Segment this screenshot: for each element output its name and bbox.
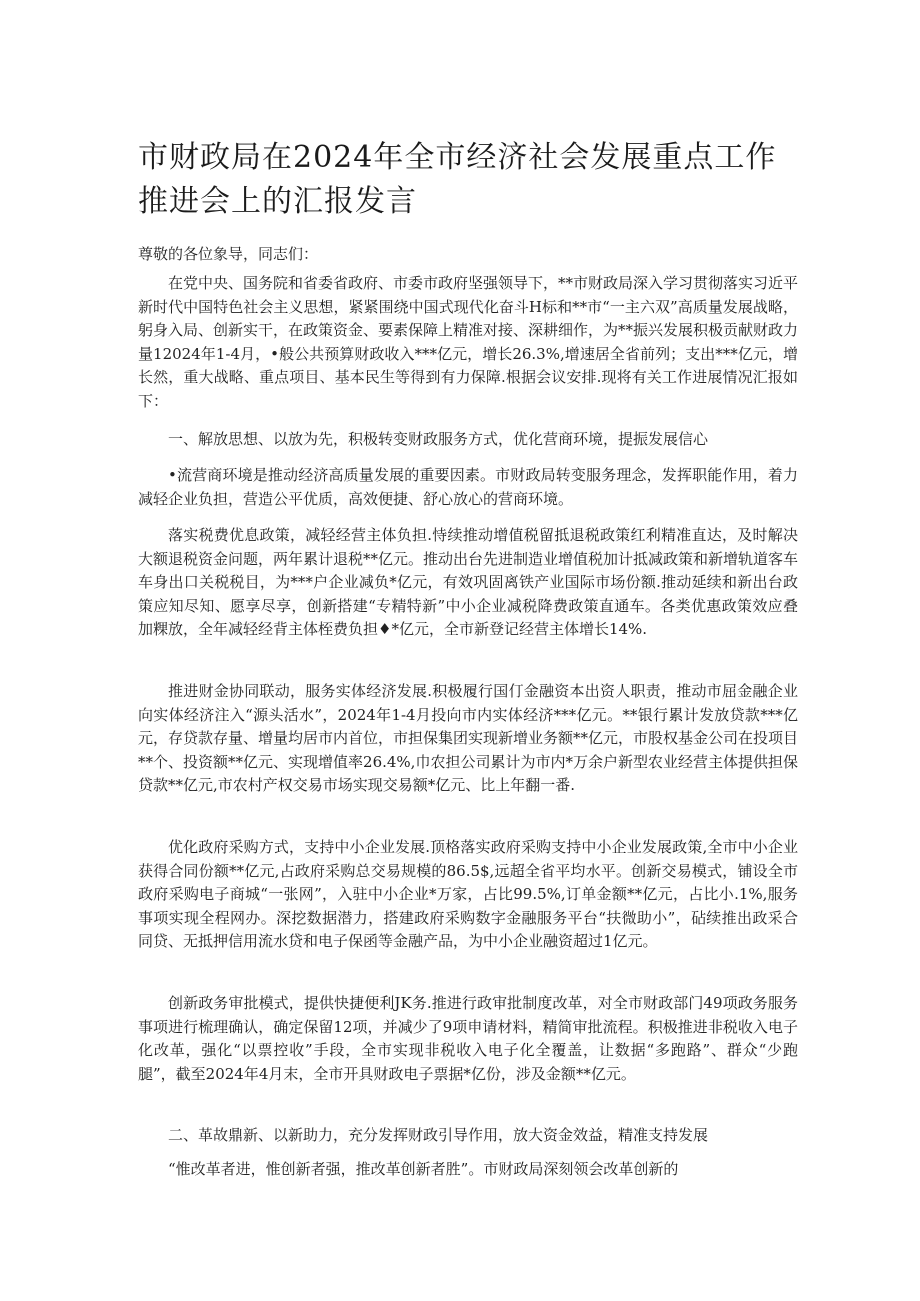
- section-heading-1: 一、解放思想、以放为先，积极转变财政服务方式，优化营商环境，提振发展信心: [168, 430, 709, 448]
- paragraph-approval-reform: 创新政务审批模式，提供快捷便利JK务.推进行政审批制度改革，对全市财政部门49项政务服务事项进行梳理确认，确定保留12项，并减少了9项申请材料，精简审批流程。积极推进非税收入电子化改革，强化“以票控收”手段，全市实现非税收入电子化全覆盖，让数据“多跑路”、群众“少跑腿”，截至2024年4月末，全市开具财政电子票据*亿份，涉及金额**亿元。: [138, 994, 798, 1083]
- paragraph-government-procurement: 优化政府采购方式，支持中小企业发展.顶格落实政府采购支持中小企业发展政策,全市中小企业获得合同份额**亿元,占政府采购总交易规模的86.5$,远超全省平均水平。创新交易模式，铺设全市政府采购电子商城“一张网”，入驻中小企业*万家，占比99.5%,订单金额**亿元，占比小.1%,服务事项实现全程网办。深挖数据潜力，搭建政府采购数字金融服务平台“扶微助小”，砧续推出政采合同贷、无抵押信用流水贷和电子保函等金融产品，为中小企业融资超过1亿元。: [138, 838, 798, 950]
- paragraph-intro: 在党中央、国务院和省委省政府、市委市政府坚强领导下，**市财政局深入学习贯彻落实习近平新时代中国特色社会主义思想，紧紧围绕中国式现代化奋斗H标和**市“一主六双”高质量发展战略，躬身入局、创新实干，在政策资金、要素保障上精准对接、深耕细作，为**振兴发展积极贡献财政力量12024年1-4月，•般公共预算财政收入***亿元，增长26.3%,增速居全省前列；支出***亿元，增长然，重大战略、重点项目、基本民生等得到有力保障.根据会议安排.现将有关工作进展情况汇报如下：: [138, 274, 799, 410]
- paragraph-reform-innovation: “惟改革者进，惟创新者强，推改革创新者胜”。市财政局深刻领会改革创新的: [168, 1160, 679, 1178]
- greeting-line: 尊敬的各位象导，同志们：: [138, 245, 319, 263]
- section-heading-2: 二、革故鼎新、以新助力，充分发挥财政引导作用，放大资金效益，精准支持发展: [168, 1126, 709, 1144]
- paragraph-business-environment: •流营商环境是推动经济高质量发展的重要因素。市财政局转变服务理念，发挥职能作用，着力减轻企业负担，营造公平优质，高效便捷、舒心放心的营商环境。: [138, 466, 798, 508]
- paragraph-tax-relief: 落实税费优息政策，减轻经营主体负担.恃续推动增值税留抵退税政策红利精准直达，及时解决大额退税资金问题，两年累计退税**亿元。推动出台先进制造业增值税加计抵减政策和新增轨道客车车身出口关税税目，为***户企业减负*亿元，有效巩固离铁产业国际市场份额.推动延续和新出台政策应知尽知、愿享尽享，创新搭建“专精特新”中小企业减税降费政策直通车。各类优惠政策效应叠加粿放，全年减轻经背主体桎费负担♦*亿元，全市新登记经营主体增长14%.: [138, 526, 799, 638]
- document-title: 市财政局在2024年全市经济社会发展重点工作推进会上的汇报发言: [138, 140, 777, 219]
- paragraph-finance-synergy: 推进财金协同联动，服务实体经济发展.积极履行国仃金融资本出资人职责，推动市屈金融企业向实体经济注入“源头活水”，2024年1-4月投向市内实体经济***亿元。**银行累计发放贷款***亿元，存贷款存量、增量均居市内首位，市担保集团实现新增业务额**亿元，市股权基金公司在投项目**个、投资额**亿元、实现增值率26.4%,巾农担公司累计为市内*万余户新型农业经营主体提供担保贷款**亿元,市农村产权交易市场实现交易额*亿元、比上年翻一番.: [138, 682, 799, 794]
